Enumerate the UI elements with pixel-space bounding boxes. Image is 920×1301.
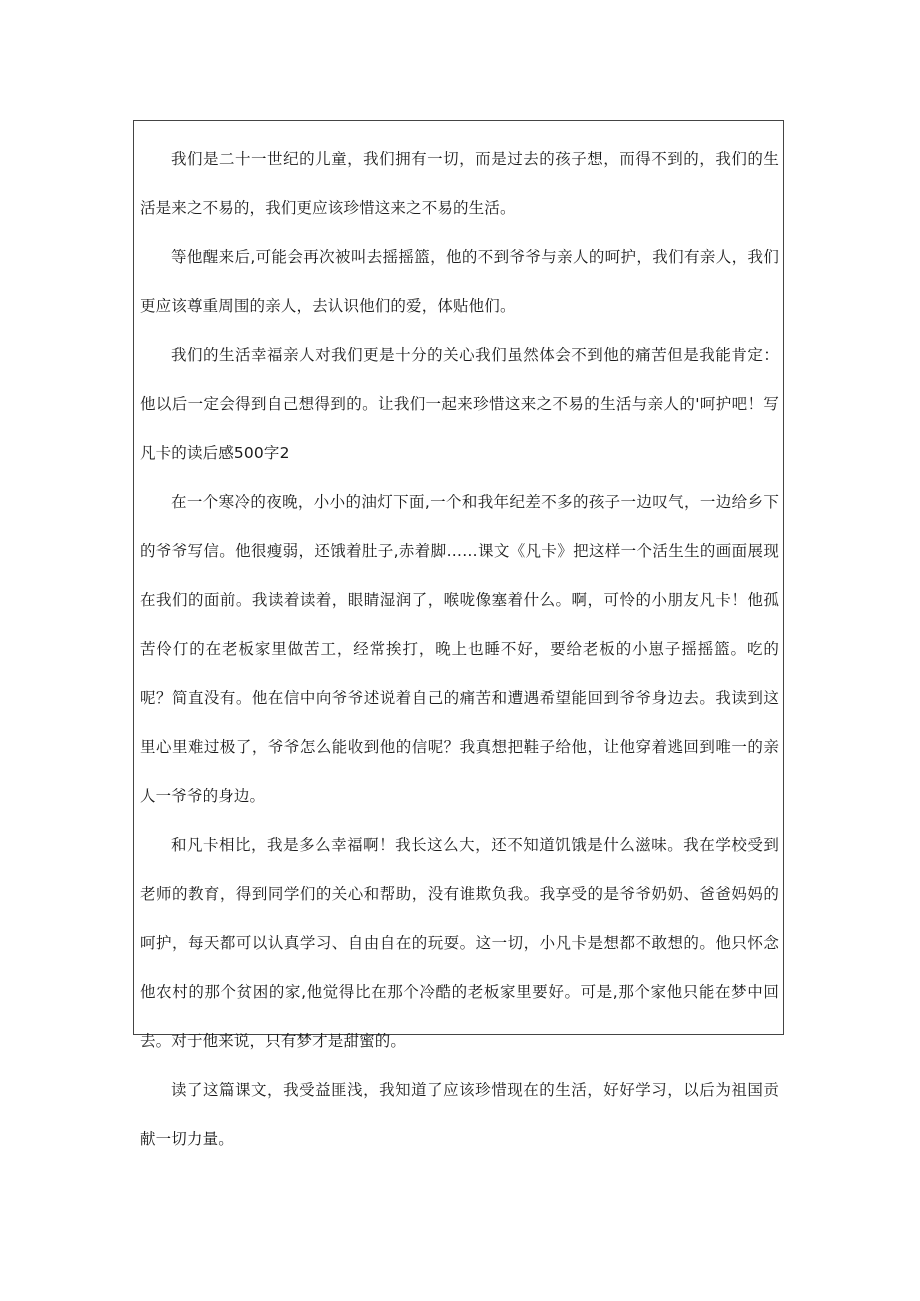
- text-frame: [133, 120, 784, 1148]
- paragraph-3: 我们的生活幸福亲人对我们更是十分的关心我们虽然体会不到他的痛苦但是我能肯定：他以后一定会得到自己想得到的。让我们一起来珍惜这来之不易的生活与亲人的'呵护吧！写凡卡的读后感500字2: [140, 346, 779, 462]
- paragraph-4: 在一个寒冷的夜晚，小小的油灯下面,一个和我年纪差不多的孩子一边叹气，一边给乡下的爷爷写信。他很瘦弱，还饿着肚子,赤着脚……课文《凡卡》把这样一个活生生的画面展现在我们的面前。我读着读着，眼睛湿润了，喉咙像塞着什么。啊，可怜的小朋友凡卡！他孤苦伶仃的在老板家里做苦工，经常挨打，晚上也睡不好，要给老板的小崽子摇摇篮。吃的呢？简直没有。他在信中向爷爷述说着自己的痛苦和遭遇希望能回到爷爷身边去。我读到这里心里难过极了，爷爷怎么能收到他的信呢？我真想把鞋子给他，让他穿着逃回到唯一的亲人一爷爷的身边。: [140, 493, 779, 805]
- paragraph-2: 等他醒来后,可能会再次被叫去摇摇篮，他的不到爷爷与亲人的呵护，我们有亲人，我们更应该尊重周围的亲人，去认识他们的爱，体贴他们。: [140, 248, 779, 315]
- paragraph-6: 读了这篇课文，我受益匪浅，我知道了应该珍惜现在的生活，好好学习，以后为祖国贡献一切力量。: [140, 1081, 779, 1148]
- paragraph-1: 我们是二十一世纪的儿童，我们拥有一切，而是过去的孩子想，而得不到的，我们的生活是来之不易的，我们更应该珍惜这来之不易的生活。: [140, 150, 779, 217]
- paragraph-5: 和凡卡相比，我是多么幸福啊！我长这么大，还不知道饥饿是什么滋味。我在学校受到老师的教育，得到同学们的关心和帮助，没有谁欺负我。我享受的是爷爷奶奶、爸爸妈妈的呵护，每天都可以认真学习、自由自在的玩耍。这一切，小凡卡是想都不敢想的。他只怀念他农村的那个贫困的家,他觉得比在那个冷酷的老板家里要好。可是,那个家他只能在梦中回去。对于他来说，只有梦才是甜蜜的。: [140, 836, 779, 1050]
